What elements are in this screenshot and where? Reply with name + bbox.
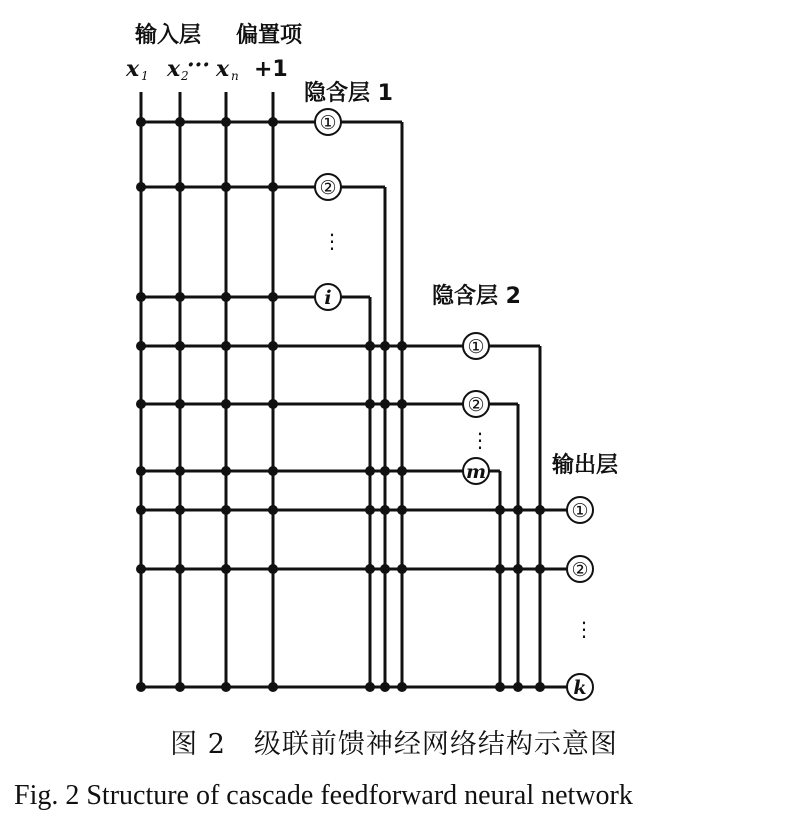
junction-dot — [535, 505, 545, 515]
junction-dot — [221, 117, 231, 127]
junction-dot — [513, 682, 523, 692]
junction-dot — [268, 682, 278, 692]
junction-dot — [380, 466, 390, 476]
hidden1-node-1-label: ① — [319, 112, 337, 134]
junction-dot — [397, 505, 407, 515]
junction-dot — [175, 341, 185, 351]
input-x2-subscript: 2 — [181, 69, 189, 83]
hidden2-node-2 — [463, 391, 489, 417]
junction-dot — [268, 505, 278, 515]
junction-dot — [221, 564, 231, 574]
junction-dot — [495, 564, 505, 574]
junction-dot — [268, 341, 278, 351]
junction-dot — [268, 117, 278, 127]
junction-dot — [175, 564, 185, 574]
junction-dot — [365, 341, 375, 351]
junction-dot — [221, 466, 231, 476]
junction-dot — [268, 182, 278, 192]
hidden2-node-2-label: ② — [467, 394, 485, 416]
junction-dot — [380, 564, 390, 574]
output-node-1 — [567, 497, 593, 523]
hidden2-node-m — [463, 458, 489, 484]
output-layer-label: 输出层 — [552, 453, 619, 478]
junction-dot — [268, 399, 278, 409]
junction-dot — [380, 399, 390, 409]
input-layer-label: 输入层 — [135, 23, 202, 48]
input-xn-subscript: n — [231, 69, 239, 83]
junction-dot — [535, 682, 545, 692]
junction-dot — [397, 399, 407, 409]
junction-dot — [268, 466, 278, 476]
hidden-layer-1-label: 隐含层 1 — [304, 81, 393, 106]
junction-dot — [268, 564, 278, 574]
junction-dot — [221, 399, 231, 409]
junction-dot — [397, 564, 407, 574]
junction-dot — [136, 292, 146, 302]
junction-dot — [365, 466, 375, 476]
junction-dot — [175, 399, 185, 409]
junction-dot — [268, 292, 278, 302]
junction-dot — [495, 682, 505, 692]
junction-dot — [365, 505, 375, 515]
junction-dot — [495, 505, 505, 515]
hidden2-node-m-label: m — [465, 461, 487, 483]
junction-dot — [221, 292, 231, 302]
output-node-2 — [567, 556, 593, 582]
input-bias-label: +1 — [254, 57, 288, 82]
input-x2-label: x — [167, 56, 181, 82]
junction-dot — [513, 505, 523, 515]
output-node-k-label: k — [573, 677, 587, 699]
hidden2-node-1-label: ① — [467, 336, 485, 358]
junction-dot — [175, 505, 185, 515]
junction-dot — [136, 682, 146, 692]
junction-dot — [380, 341, 390, 351]
junction-dot — [221, 505, 231, 515]
output-node-1-label: ① — [571, 500, 589, 522]
hidden2-vdots: ⋮ — [470, 428, 490, 452]
hidden1-node-2 — [315, 174, 341, 200]
junction-dot — [221, 341, 231, 351]
hidden-layer-2-label: 隐含层 2 — [432, 284, 521, 309]
caption-english: Fig. 2 Structure of cascade feedforward neural network — [14, 780, 633, 811]
output-node-2-label: ② — [571, 559, 589, 581]
junction-dot — [397, 466, 407, 476]
junction-dot — [136, 182, 146, 192]
junction-dot — [136, 399, 146, 409]
hidden1-node-i-label: i — [324, 287, 332, 309]
junction-dot — [221, 182, 231, 192]
hidden1-node-i — [315, 284, 341, 310]
output-node-k — [567, 674, 593, 700]
junction-dot — [397, 341, 407, 351]
junction-dot — [365, 682, 375, 692]
junction-dot — [175, 682, 185, 692]
junction-dot — [136, 505, 146, 515]
hidden2-node-1 — [463, 333, 489, 359]
junction-dot — [397, 682, 407, 692]
connection-wires — [141, 92, 567, 687]
input-ellipsis: ··· — [187, 52, 210, 78]
junction-dot — [136, 341, 146, 351]
input-x1-label: x — [126, 56, 140, 82]
junction-dot — [535, 564, 545, 574]
junction-dot — [136, 466, 146, 476]
junction-dot — [380, 682, 390, 692]
junction-dot — [513, 564, 523, 574]
junction-dot — [136, 564, 146, 574]
hidden1-vdots: ⋮ — [322, 229, 342, 253]
junction-dot — [136, 117, 146, 127]
hidden1-node-1 — [315, 109, 341, 135]
hidden1-node-2-label: ② — [319, 177, 337, 199]
bias-label: 偏置项 — [236, 23, 303, 48]
junction-dot — [365, 399, 375, 409]
junction-dot — [175, 182, 185, 192]
output-vdots: ⋮ — [574, 617, 594, 641]
input-x1-subscript: 1 — [141, 69, 149, 83]
input-xn-label: x — [216, 56, 230, 82]
junction-dot — [175, 292, 185, 302]
caption-chinese: 图 2 级联前馈神经网络结构示意图 — [170, 729, 618, 760]
junction-dot — [221, 682, 231, 692]
junction-dot — [175, 466, 185, 476]
junction-dot — [365, 564, 375, 574]
junction-dot — [380, 505, 390, 515]
junction-dot — [175, 117, 185, 127]
